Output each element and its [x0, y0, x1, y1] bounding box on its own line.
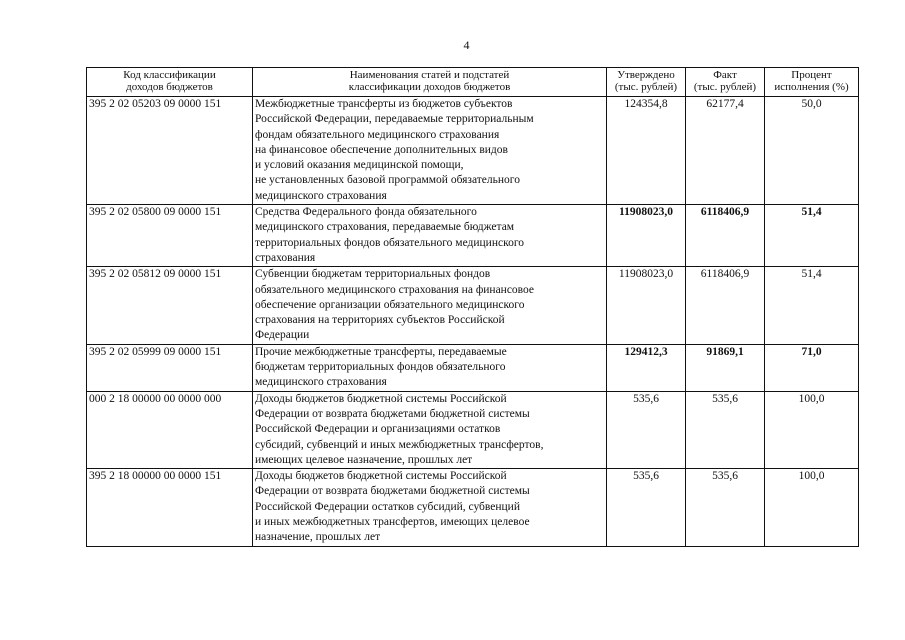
cell-percent: 100,0	[765, 391, 859, 468]
header-row	[87, 68, 859, 97]
table-header	[87, 68, 859, 97]
header-fact: Факт (тыс. рублей)	[686, 68, 765, 97]
page-number: 4	[463, 38, 470, 52]
table-row	[87, 469, 859, 546]
cell-code: 395 2 02 05203 09 0000 151	[87, 97, 253, 205]
cell-approved: 11908023,0	[607, 267, 686, 344]
cell-name: Субвенции бюджетам территориальных фондов обязательного медицинского страхования на финансовое обеспечение организации обязательного медицинского страхования на территориях субъектов Российской Федерации	[253, 267, 607, 344]
cell-approved: 129412,3	[607, 344, 686, 391]
cell-code: 000 2 18 00000 00 0000 000	[87, 391, 253, 468]
header-code: Код классификации доходов бюджетов	[87, 68, 253, 97]
cell-approved: 11908023,0	[607, 205, 686, 267]
cell-fact: 91869,1	[686, 344, 765, 391]
cell-percent: 51,4	[765, 267, 859, 344]
header-approved: Утверждено (тыс. рублей)	[607, 68, 686, 97]
cell-code: 395 2 02 05800 09 0000 151	[87, 205, 253, 267]
header-percent: Процент исполнения (%)	[765, 68, 859, 97]
cell-percent: 50,0	[765, 97, 859, 205]
header-name: Наименования статей и подстатей классификации доходов бюджетов	[253, 68, 607, 97]
cell-fact: 535,6	[686, 391, 765, 468]
cell-fact: 62177,4	[686, 97, 765, 205]
cell-approved: 535,6	[607, 391, 686, 468]
cell-percent: 100,0	[765, 469, 859, 546]
table-row	[87, 344, 859, 391]
cell-name: Доходы бюджетов бюджетной системы Российской Федерации от возврата бюджетами бюджетной системы Российской Федерации остатков субсидий, субвенций и иных межбюджетных трансфертов, имеющих целевое назначение, прошлых лет	[253, 469, 607, 546]
cell-name: Доходы бюджетов бюджетной системы Российской Федерации от возврата бюджетами бюджетной системы Российской Федерации и организациями остатков субсидий, субвенций и иных межбюджетных трансфертов, имеющих целевое назначение, прошлых лет	[253, 391, 607, 468]
table-row	[87, 267, 859, 344]
cell-approved: 535,6	[607, 469, 686, 546]
table-row	[87, 205, 859, 267]
cell-percent: 51,4	[765, 205, 859, 267]
table-row	[87, 391, 859, 468]
cell-code: 395 2 02 05999 09 0000 151	[87, 344, 253, 391]
revenue-table	[86, 67, 859, 547]
cell-fact: 6118406,9	[686, 267, 765, 344]
cell-name: Прочие межбюджетные трансферты, передаваемые бюджетам территориальных фондов обязательного медицинского страхования	[253, 344, 607, 391]
table-row	[87, 97, 859, 205]
cell-fact: 6118406,9	[686, 205, 765, 267]
cell-name: Средства Федерального фонда обязательного медицинского страхования, передаваемые бюджетам территориальных фондов обязательного медицинского страхования	[253, 205, 607, 267]
cell-name: Межбюджетные трансферты из бюджетов субъектов Российской Федерации, передаваемые территориальным фондам обязательного медицинского страхования на финансовое обеспечение дополнительных видов и условий оказания медицинской помощи, не установленных базовой программой обязательного медицинского страхования	[253, 97, 607, 205]
cell-code: 395 2 18 00000 00 0000 151	[87, 469, 253, 546]
cell-code: 395 2 02 05812 09 0000 151	[87, 267, 253, 344]
cell-percent: 71,0	[765, 344, 859, 391]
cell-fact: 535,6	[686, 469, 765, 546]
cell-approved: 124354,8	[607, 97, 686, 205]
table-body	[87, 97, 859, 547]
